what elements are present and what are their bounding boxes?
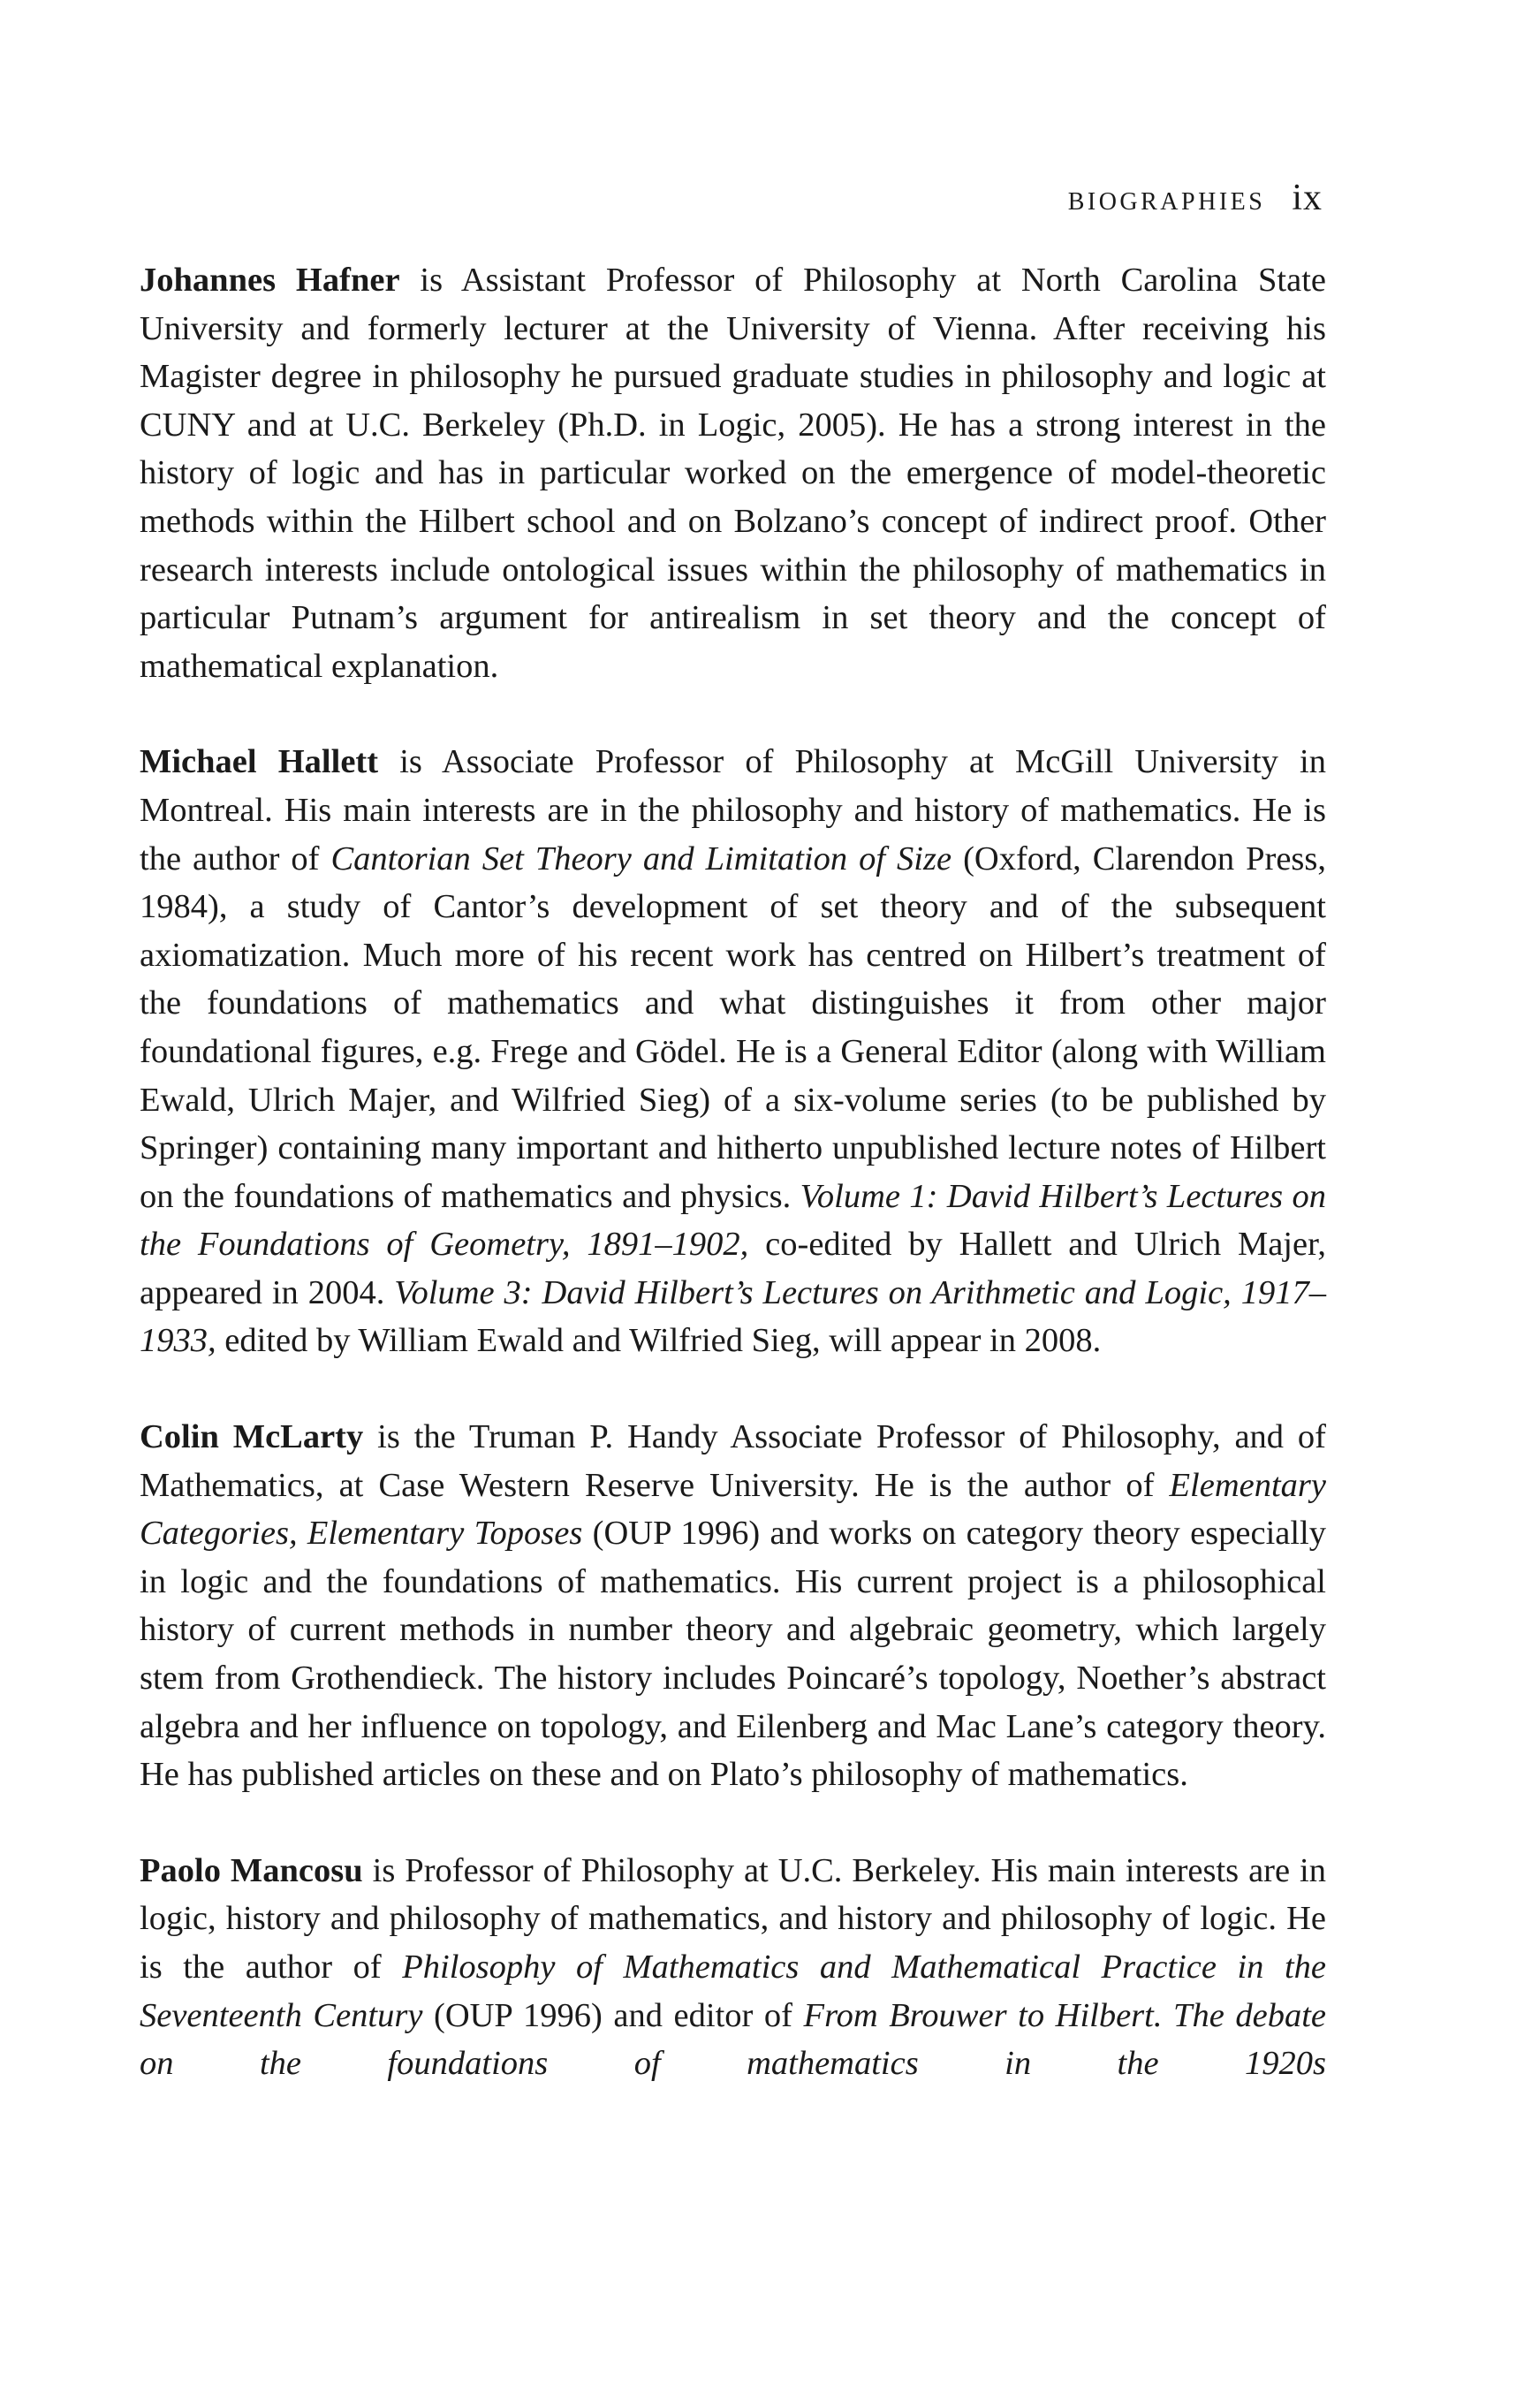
bio-paragraph-hafner	[140, 256, 1326, 690]
book-title: Cantorian Set Theory and Limitation of Size	[330, 839, 952, 877]
bio-text: is Assistant Professor of Philosophy at North Carolina State University and formerly lecturer at the University of Vienna. After receiving his Magister degree in philosophy he pursued graduate studies in philosophy and logic at CUNY and at U.C. Berkeley (Ph.D. in Logic, 2005). He has a strong interest in the history of logic and has in particular worked on the emergence of model-theoretic methods within the Hilbert school and on Bolzano’s concept of indirect proof. Other research interests include ontological issues within the philosophy of mathematics in particular Putnam’s argument for antirealism in set theory and the concept of mathematical explanation.	[140, 262, 1326, 685]
bio-paragraph-mancosu	[140, 1847, 1326, 2088]
book-title: Philosophy of Mathematics and Mathematical Practice in the Seventeenth Century	[140, 1948, 1327, 2034]
bio-text: edited by William Ewald and Wilfried Sieg, will appear in 2008.	[216, 1322, 1102, 1360]
bio-name: Johannes Hafner	[140, 262, 400, 299]
page-number: ix	[1292, 178, 1323, 218]
bio-text: co-edited by Hallett and Ulrich Majer, appeared in 2004.	[140, 1226, 1326, 1311]
bio-name: Michael Hallett	[140, 743, 379, 781]
book-title: Elementary Categories, Elementary Toposes	[140, 1466, 1326, 1553]
bio-text: is Associate Professor of Philosophy at McGill University in Montreal. His main interests are in the philosophy and history of mathematics. He is the author of	[140, 743, 1327, 877]
bio-text: (OUP 1996) and works on category theory especially in logic and the foundations of mathematics. His current project is a philosophical history of current methods in number theory and algebraic geometry, which largely stem from Grothendieck. The history includes Poincaré’s topology, Noether’s abstract algebra and her influence on topology, and Eilenberg and Mac Lane’s category theory. He has published articles on these and on Plato’s philosophy of mathematics.	[140, 1515, 1326, 1794]
bio-name: Colin McLarty	[140, 1418, 364, 1456]
running-head	[1068, 177, 1323, 219]
book-title: From Brouwer to Hilbert. The debate on the foundations of mathematics in the 1920s	[140, 1996, 1326, 2083]
bio-text: is Professor of Philosophy at U.C. Berkeley. His main interests are in logic, history and philosophy of mathematics, and history and philosophy of logic. He is the author of	[140, 1851, 1327, 1986]
bio-text: (Oxford, Clarendon Press, 1984), a study of Cantor’s development of set theory and of the subsequent axiomatization. Much more of his recent work has centred on Hilbert’s treatment of the foundations of mathematics and what distinguishes it from other major foundational figures, e.g. Frege and Gödel. He is a General Editor (along with William Ewald, Ulrich Majer, and Wilfried Sieg) of a six-volume series (to be published by Springer) containing many important and hitherto unpublished lecture notes of Hilbert on the foundations of mathematics and physics.	[140, 839, 1326, 1215]
bio-paragraph-hallett	[140, 738, 1326, 1365]
book-title: Volume 1: David Hilbert’s Lectures on the Foundations of Geometry, 1891–1902,	[140, 1177, 1326, 1264]
bio-name: Paolo Mancosu	[140, 1851, 363, 1889]
book-title: Volume 3: David Hilbert’s Lectures on Arithmetic and Logic, 1917–1933,	[140, 1273, 1326, 1360]
bio-text: (OUP 1996) and editor of	[422, 1996, 804, 2034]
bio-text: is the Truman P. Handy Associate Professor of Philosophy, and of Mathematics, at Case Western Reserve University. He is the author of	[140, 1418, 1327, 1504]
biographies-text-block	[140, 256, 1326, 2136]
bio-paragraph-mclarty	[140, 1413, 1326, 1799]
running-head-title: BIOGRAPHIES	[1067, 188, 1266, 216]
